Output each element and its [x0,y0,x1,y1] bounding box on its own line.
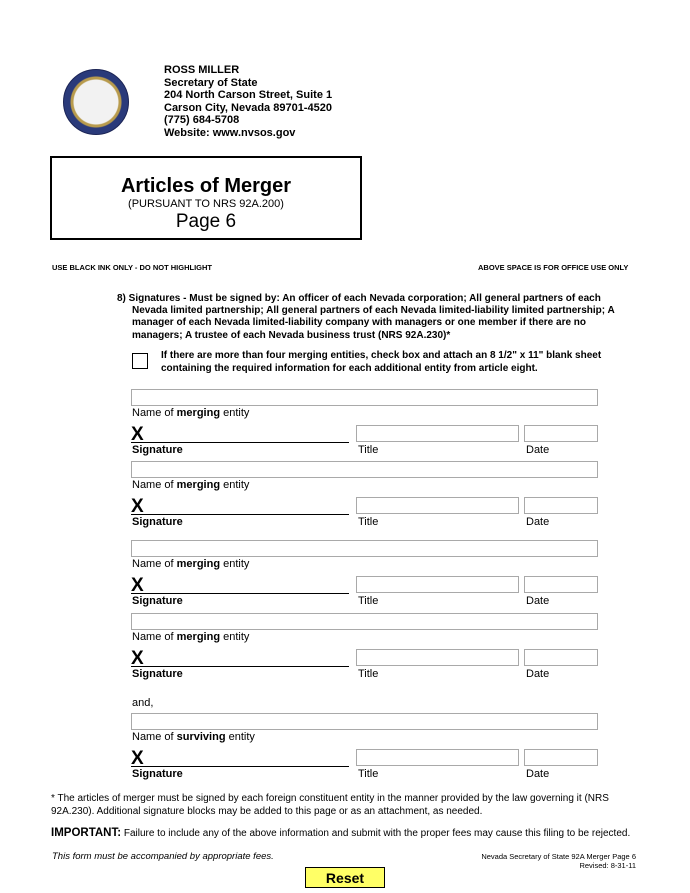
revision-info [440,852,636,870]
date-input[interactable] [524,497,598,514]
signature-x-mark: X [131,648,144,669]
title-input[interactable] [356,497,519,514]
footnote: * The articles of merger must be signed by each foreign constituent entity in the manner provided by the law governing it (NRS 92A.230). Additional signature blocks may be added to this page or as an attachment, as needed. [51,793,609,817]
date-label: Date [526,444,550,456]
header-line: Carson City, Nevada 89701-4520 [164,101,332,114]
title-input[interactable] [356,749,519,766]
date-input[interactable] [524,576,598,593]
merging-entity-name-input[interactable] [131,389,598,406]
header-line: Secretary of State [164,76,258,89]
office-header [164,64,332,140]
page-number: Page 6 [175,211,237,232]
important-text: Failure to include any of the above information and submit with the proper fees may cause this filing to be rejected. [121,828,631,839]
reset-button[interactable]: Reset [305,867,385,888]
signature-x-mark: X [131,748,144,769]
fees-note: This form must be accompanied by appropriate fees. [52,851,274,862]
date-label: Date [526,768,550,780]
title-label: Title [358,595,379,607]
merging-entity-name-input[interactable] [131,613,598,630]
title-label: Title [358,668,379,680]
signature-line [131,593,349,594]
important-label: IMPORTANT: [51,827,122,839]
title-input[interactable] [356,425,519,442]
important-notice [51,827,630,839]
merging-entity-name-input[interactable] [131,461,598,478]
header-line: Website: www.nvsos.gov [164,126,296,139]
date-input[interactable] [524,749,598,766]
checkbox-label: If there are more than four merging entities, check box and attach an 8 1/2" x 11" blank sheet containing the required information for each additional entity from article eight. [161,350,602,374]
signature-x-mark: X [131,575,144,596]
revision-date: Revised: 8-31-11 [579,861,636,870]
date-label: Date [526,516,550,528]
signature-line [131,666,349,667]
signature-line [131,442,349,443]
header-line: ROSS MILLER [164,64,240,76]
office-use-note: ABOVE SPACE IS FOR OFFICE USE ONLY [478,263,629,272]
signature-line [131,766,349,767]
merging-entity-label: Name of merging entity [132,407,250,419]
signatures-instructions: 8) Signatures - Must be signed by: An officer of each Nevada corporation; All general partners of each Nevada limited partnership; All general partners of each Nevada limited-liability limited partnership; A manager of each Nevada limited-liability company with managers or one member if there are no managers; A trustee of each Nevada business trust (NRS 92A.230)* [117,293,615,341]
merging-entity-name-input[interactable] [131,540,598,557]
title-input[interactable] [356,649,519,666]
signature-line [131,514,349,515]
signature-label: Signature [132,516,183,528]
signature-label: Signature [132,768,183,780]
additional-entities-checkbox[interactable] [132,353,148,369]
title-label: Title [358,444,379,456]
date-label: Date [526,668,550,680]
merging-entity-label: Name of merging entity [132,631,250,643]
revision-form-name: Nevada Secretary of State 92A Merger Page 6 [481,852,636,861]
signature-label: Signature [132,668,183,680]
ink-note: USE BLACK INK ONLY - DO NOT HIGHLIGHT [52,263,213,272]
merging-entity-label: Name of merging entity [132,479,250,491]
title-box [50,156,362,240]
signature-label: Signature [132,595,183,607]
date-label: Date [526,595,550,607]
surviving-entity-label: Name of surviving entity [132,731,255,743]
surviving-entity-name-input[interactable] [131,713,598,730]
title-input[interactable] [356,576,519,593]
header-line: 204 North Carson Street, Suite 1 [164,89,333,102]
title-label: Title [358,768,379,780]
form-title: Articles of Merger [120,175,292,197]
date-input[interactable] [524,425,598,442]
header-line: (775) 684-5708 [164,114,240,127]
signature-label: Signature [132,444,183,456]
signature-x-mark: X [131,496,144,517]
title-label: Title [358,516,379,528]
and-label: and, [132,697,154,709]
form-subtitle: (PURSUANT TO NRS 92A.200) [128,198,284,210]
merging-entity-label: Name of merging entity [132,558,250,570]
date-input[interactable] [524,649,598,666]
signature-x-mark: X [131,424,144,445]
state-seal-logo [63,69,129,135]
